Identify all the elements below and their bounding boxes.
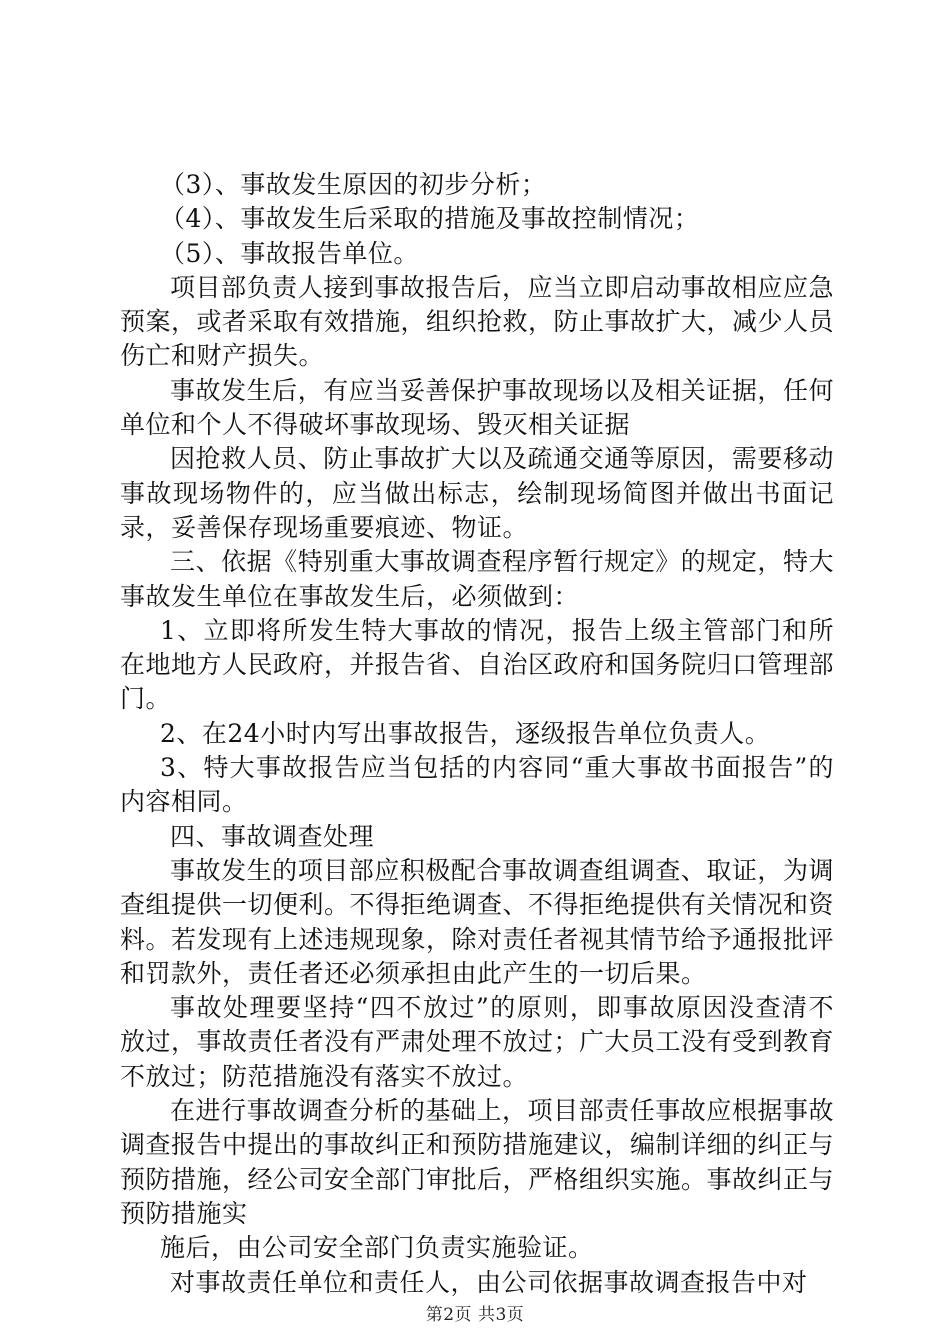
- list-item: 3、特大事故报告应当包括的内容同“重大事故书面报告”的内容相同。: [120, 753, 834, 817]
- paragraph: 因抢救人员、防止事故扩大以及疏通交通等原因，需要移动事故现场物件的，应当做出标志，绘制现场简图并做出书面记录，妥善保存现场重要痕迹、物证。: [120, 444, 834, 542]
- paragraph: （3）、事故发生原因的初步分析；: [160, 170, 547, 199]
- list-item: 2、在24小时内写出事故报告，逐级报告单位负责人。: [160, 718, 771, 748]
- document-body: [120, 168, 834, 1300]
- section-heading-paragraph: 三、依据《特别重大事故调查程序暂行规定》的规定，特大事故发生单位在事故发生后，必须做到：: [120, 547, 834, 611]
- paragraph: 事故发生的项目部应积极配合事故调查组调查、取证，为调查组提供一切便利。不得拒绝调查、不得拒绝提供有关情况和资料。若发现有上述违规现象，除对责任者视其情节给予通报批评和罚款外，责任者还必须承担由此产生的一切后果。: [120, 855, 835, 988]
- list-item: 1、立即将所发生特大事故的情况，报告上级主管部门和所在地地方人民政府，并报告省、自治区政府和国务院归口管理部门。: [120, 615, 835, 714]
- paragraph: 在进行事故调查分析的基础上，项目部责任事故应根据事故调查报告中提出的事故纠正和预防措施建议，编制详细的纠正与预防措施，经公司安全部门审批后，严格组织实施。事故纠正与预防措施实: [120, 1096, 835, 1228]
- section-heading: 四、事故调查处理: [170, 821, 375, 851]
- paragraph: 对事故责任单位和责任人，由公司依据事故调查报告中对: [170, 1267, 808, 1297]
- paragraph: （4）、事故发生后采取的措施及事故控制情况；: [160, 204, 700, 234]
- page-number-footer: 第2页 共3页: [425, 1305, 525, 1325]
- paragraph: 事故处理要坚持“四不放过”的原则，即事故原因没查清不放过，事故责任者没有严肃处理不放过；广大员工没有受到教育不放过；防范措施没有落实不放过。: [120, 993, 835, 1091]
- paragraph: 项目部负责人接到事故报告后，应当立即启动事故相应应急预案，或者采取有效措施，组织抢救，防止事故扩大，减少人员伤亡和财产损失。: [120, 272, 835, 371]
- paragraph: 施后，由公司安全部门负责实施验证。: [160, 1233, 594, 1263]
- paragraph: （5）、事故报告单位。: [160, 238, 419, 268]
- paragraph: 事故发生后，有应当妥善保护事故现场以及相关证据，任何单位和个人不得破坏事故现场、毁灭相关证据: [120, 375, 834, 440]
